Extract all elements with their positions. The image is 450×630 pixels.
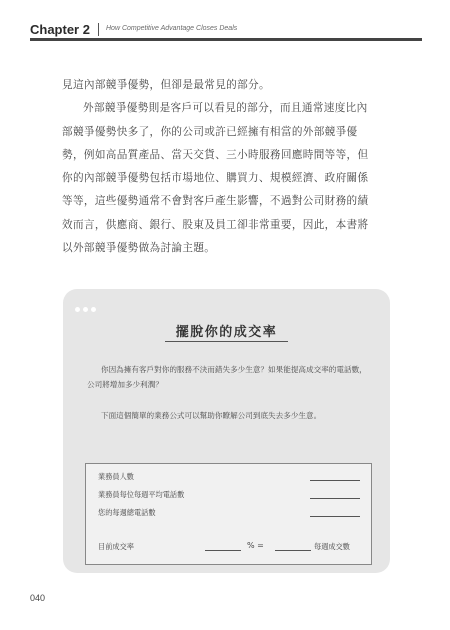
box-paragraph-1: 你因為擁有客戶對你的服務不決而錯失多少生意？如果能提高成交率的電話數，公司將增加多少利潤？ [87, 365, 367, 389]
worksheet-row-label: 業務員每位每週平均電話數 [98, 490, 185, 499]
box-title: 擺脫你的成交率 [175, 325, 278, 340]
formula-label: 目前成交率 [98, 542, 134, 551]
box-paragraph-2: 下面這個簡單的業務公式可以幫助你瞭解公司到底失去多少生意。 [101, 411, 322, 420]
formula-operator: % = [247, 541, 264, 550]
page-number: 040 [30, 593, 46, 603]
body-text [62, 74, 378, 260]
worksheet-form [85, 463, 372, 565]
fill-in-blank [310, 516, 360, 517]
fill-in-blank [205, 550, 241, 551]
window-dots-icon [75, 297, 99, 316]
worksheet-row [98, 490, 360, 502]
worksheet-row [98, 472, 360, 484]
sidebar-box [63, 289, 390, 573]
chapter-label: Chapter 2 [30, 22, 90, 37]
formula-result-label: 每週成交數 [314, 542, 350, 551]
title-underline [165, 341, 288, 342]
worksheet-row [98, 508, 360, 520]
running-header [30, 20, 422, 42]
worksheet-row-label: 您的每週總電話數 [98, 508, 156, 517]
body-paragraph-1: 見這內部競爭優勢，但卻是最常見的部分。 [62, 79, 270, 91]
fill-in-blank [275, 550, 311, 551]
worksheet-row-label: 業務員人數 [98, 472, 134, 481]
worksheet-formula-row [98, 542, 360, 554]
fill-in-blank [310, 480, 360, 481]
chapter-subtitle: How Competitive Advantage Closes Deals [106, 25, 238, 32]
body-paragraph-2: 外部競爭優勢則是客戶可以看見的部分，而且通常速度比內部競爭優勢快多了，你的公司或許已經擁有相當的外部競爭優勢，例如高品質產品、當天交貨、三小時服務回應時間等等，但你的內部競爭優勢包括市場地位、購買力、規模經濟、政府關係等等，這些優勢通常不會對客戶產生影響，不過對公司財務的績效而言，供應商、銀行、股東及員工卻非常重要，因此，本書將以外部競爭優勢做為討論主題。 [62, 102, 369, 255]
header-rule [30, 38, 422, 41]
fill-in-blank [310, 498, 360, 499]
header-separator [98, 23, 99, 36]
